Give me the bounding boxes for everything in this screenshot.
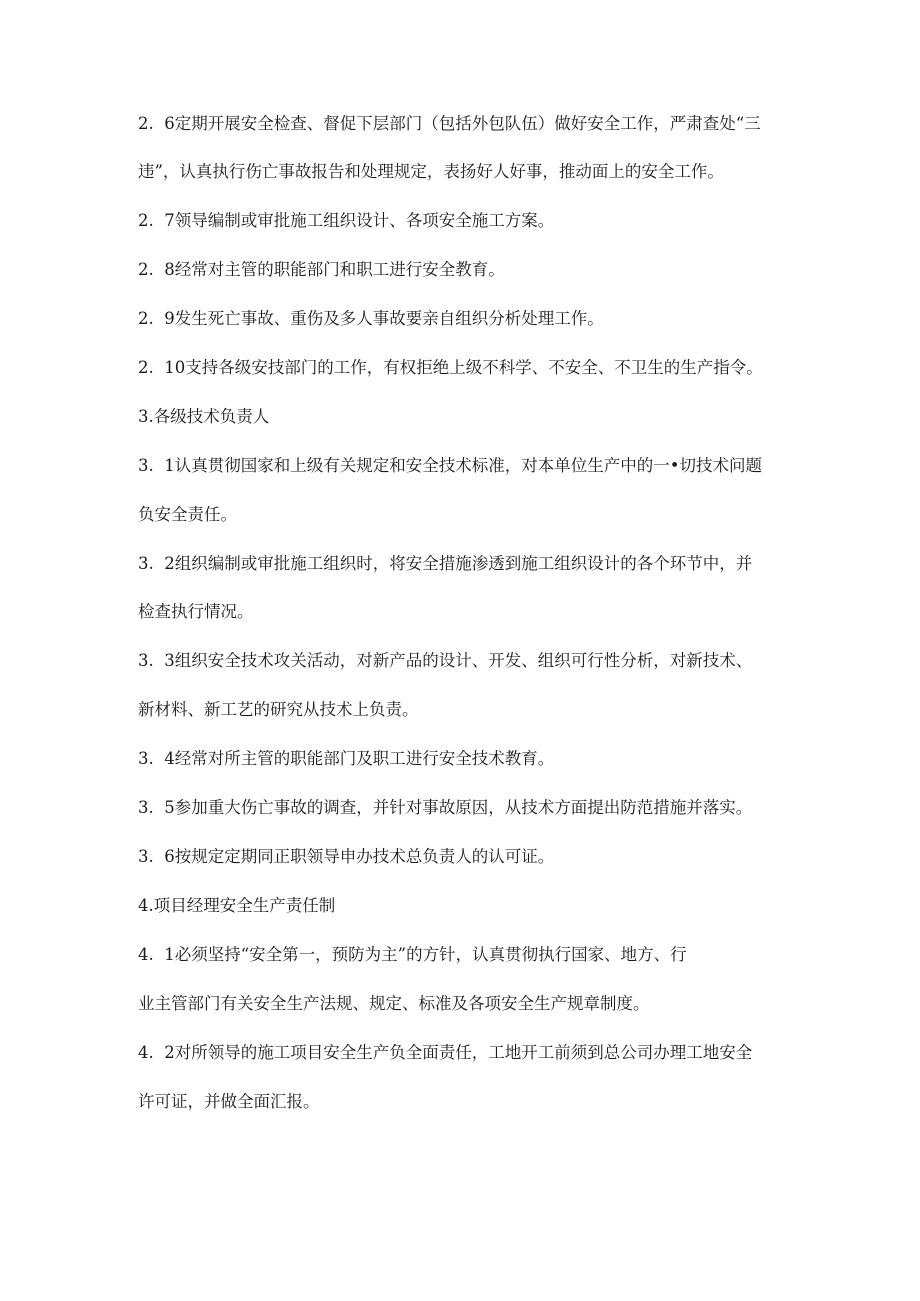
paragraph-3-2-line-2: 检查执行情况。 [138,602,254,621]
paragraph-2-9: 2. 9发生死亡事故、重伤及多人事故要亲自组织分析处理工作。 [138,309,604,328]
paragraph-2-6-line-2: 违”，认真执行伤亡事故报告和处理规定，表扬好人好事，推动面上的安全工作。 [138,162,724,181]
section-heading-4: 4.项目经理安全生产责任制 [138,896,336,915]
paragraph-3-3-line-1: 3. 3组织安全技术攻关活动，对新产品的设计、开发、组织可行性分析，对新技术、 [138,651,753,670]
paragraph-4-2-line-2: 许可证，并做全面汇报。 [138,1092,320,1111]
paragraph-3-5: 3. 5参加重大伤亡事故的调查，并针对事故原因，从技术方面提出防范措施并落实。 [138,798,753,817]
paragraph-3-4: 3. 4经常对所主管的职能部门及职工进行安全技术教育。 [138,749,555,768]
paragraph-2-7: 2. 7领导编制或审批施工组织设计、各项安全施工方案。 [138,211,555,230]
paragraph-2-8: 2. 8经常对主管的职能部门和职工进行安全教育。 [138,260,505,279]
paragraph-3-1-line-1: 3. 1认真贯彻国家和上级有关规定和安全技术标准，对本单位生产中的一•切技术问题 [138,456,762,475]
paragraph-3-2-line-1: 3. 2组织编制或审批施工组织时，将安全措施渗透到施工组织设计的各个环节中，并 [138,554,753,573]
paragraph-4-2-line-1: 4. 2对所领导的施工项目安全生产负全面责任，工地开工前须到总公司办理工地安全 [138,1043,753,1062]
paragraph-3-6: 3. 6按规定定期同正职领导申办技术总负责人的认可证。 [138,847,555,866]
section-heading-3: 3.各级技术负责人 [138,407,270,426]
paragraph-3-3-line-2: 新材料、新工艺的研究从技术上负责。 [138,700,419,719]
paragraph-2-10: 2. 10支持各级安技部门的工作，有权拒绝上级不科学、不安全、不卫生的生产指令。 [138,358,763,377]
paragraph-4-1-line-2: 业主管部门有关安全生产法规、规定、标准及各项安全生产规章制度。 [138,994,650,1013]
paragraph-2-6-line-1: 2. 6定期开展安全检查、督促下层部门（包括外包队伍）做好安全工作，严肃查处“三 [138,114,761,133]
paragraph-4-1-line-1: 4. 1必须坚持“安全第一，预防为主”的方针，认真贯彻执行国家、地方、行 [138,945,687,964]
paragraph-3-1-line-2: 负安全责任。 [138,505,237,524]
